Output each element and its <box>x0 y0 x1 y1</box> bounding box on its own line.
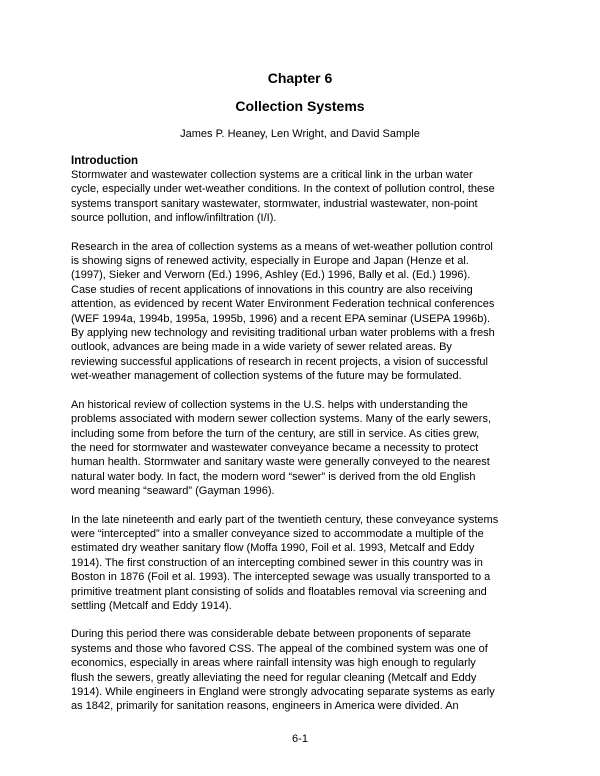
paragraph-line: wet-weather management of collection systems of the future may be formulated. <box>71 370 462 383</box>
paragraph-line: estimated dry weather sanitary flow (Moffa 1990, Foil et al. 1993, Metcalf and Eddy <box>71 542 475 555</box>
paragraph-line: economics, especially in areas where rainfall intensity was high enough to regularly <box>71 657 476 670</box>
paragraph-line: systems and those who favored CSS. The appeal of the combined system was one of <box>71 642 488 655</box>
paragraph-line: (1997), Sieker and Verworn (Ed.) 1996, Ashley (Ed.) 1996, Bally et al. (Ed.) 1996). <box>71 269 471 282</box>
paragraph-line: flush the sewers, greatly alleviating the need for regular cleaning (Metcalf and Eddy <box>71 671 477 684</box>
paragraph <box>71 513 541 614</box>
paragraph-line: settling (Metcalf and Eddy 1914). <box>71 599 232 612</box>
paragraph-line: An historical review of collection systems in the U.S. helps with understanding the <box>71 398 468 411</box>
paragraph-line: natural water body. In fact, the modern word “sewer” is derived from the old English <box>71 470 476 483</box>
paragraph-line: reviewing successful applications of research in recent projects, a vision of successful <box>71 355 488 368</box>
paragraph-line: systems transport sanitary wastewater, stormwater, industrial wastewater, non-point <box>71 197 478 210</box>
paragraph-line: primitive treatment plant consisting of solids and floatables removal via screening and <box>71 585 487 598</box>
paragraph-line: word meaning “seaward” (Gayman 1996). <box>71 485 275 498</box>
paragraph-line: outlook, advances are being made in a wide variety of sewer related areas. By <box>71 341 452 354</box>
paragraph-line: problems associated with modern sewer collection systems. Many of the early sewers, <box>71 413 492 426</box>
paragraph-line: attention, as evidenced by recent Water Environment Federation technical conferences <box>71 298 495 311</box>
chapter-label: Chapter 6 <box>267 70 333 86</box>
paragraph <box>71 398 541 499</box>
paragraph-line: 1914). While engineers in England were strongly advocating separate systems as early <box>71 686 495 698</box>
paragraph-line: were “intercepted” into a smaller conveyance sized to accommodate a multiple of the <box>71 527 484 540</box>
paragraph-line: By applying new technology and revisiting traditional urban water problems with a fresh <box>71 327 495 340</box>
paragraph-line: human health. Stormwater and sanitary waste were generally conveyed to the nearest <box>71 456 490 469</box>
chapter-title: Collection Systems <box>235 98 365 114</box>
paragraph <box>71 627 541 713</box>
paragraph-list <box>71 168 541 714</box>
paragraph-line: source pollution, and inflow/infiltration (I/I). <box>71 212 277 225</box>
paragraph-line: Research in the area of collection systems as a means of wet-weather pollution control <box>71 240 493 253</box>
paragraph-line: During this period there was considerable debate between proponents of separate <box>71 628 471 641</box>
paragraph-line: (WEF 1994a, 1994b, 1995a, 1995b, 1996) and a recent EPA seminar (USEPA 1996b). <box>71 312 491 325</box>
paragraph <box>71 240 541 384</box>
document-body <box>71 154 541 714</box>
authors-line: James P. Heaney, Len Wright, and David Sample <box>180 128 420 140</box>
paragraph-line: 1914). The first construction of an intercepting combined sewer in this country was in <box>71 556 483 569</box>
paragraph-line: the need for stormwater and wastewater conveyance became a necessity to protect <box>71 441 479 454</box>
paragraph-line: Boston in 1876 (Foil et al. 1993). The intercepted sewage was usually transported to a <box>71 571 491 584</box>
paragraph <box>71 168 541 226</box>
paragraph-line: Case studies of recent applications of innovations in this country are also receiving <box>71 283 473 296</box>
section-heading: Introduction <box>71 155 139 167</box>
paragraph-line: Stormwater and wastewater collection systems are a critical link in the urban water <box>71 169 473 181</box>
paragraph-line: cycle, especially under wet-weather conditions. In the context of pollution control, these <box>71 183 495 196</box>
paragraph-line: as 1842, primarily for sanitation reasons, engineers in America were divided. An <box>71 700 459 713</box>
paragraph-line: including some from before the turn of the century, are still in service. As cities grew, <box>71 427 480 440</box>
page-number: 6-1 <box>292 733 308 745</box>
paragraph-line: In the late nineteenth and early part of the twentieth century, these conveyance systems <box>71 513 499 526</box>
paragraph-line: is showing signs of renewed activity, especially in Europe and Japan (Henze et al. <box>71 255 469 268</box>
